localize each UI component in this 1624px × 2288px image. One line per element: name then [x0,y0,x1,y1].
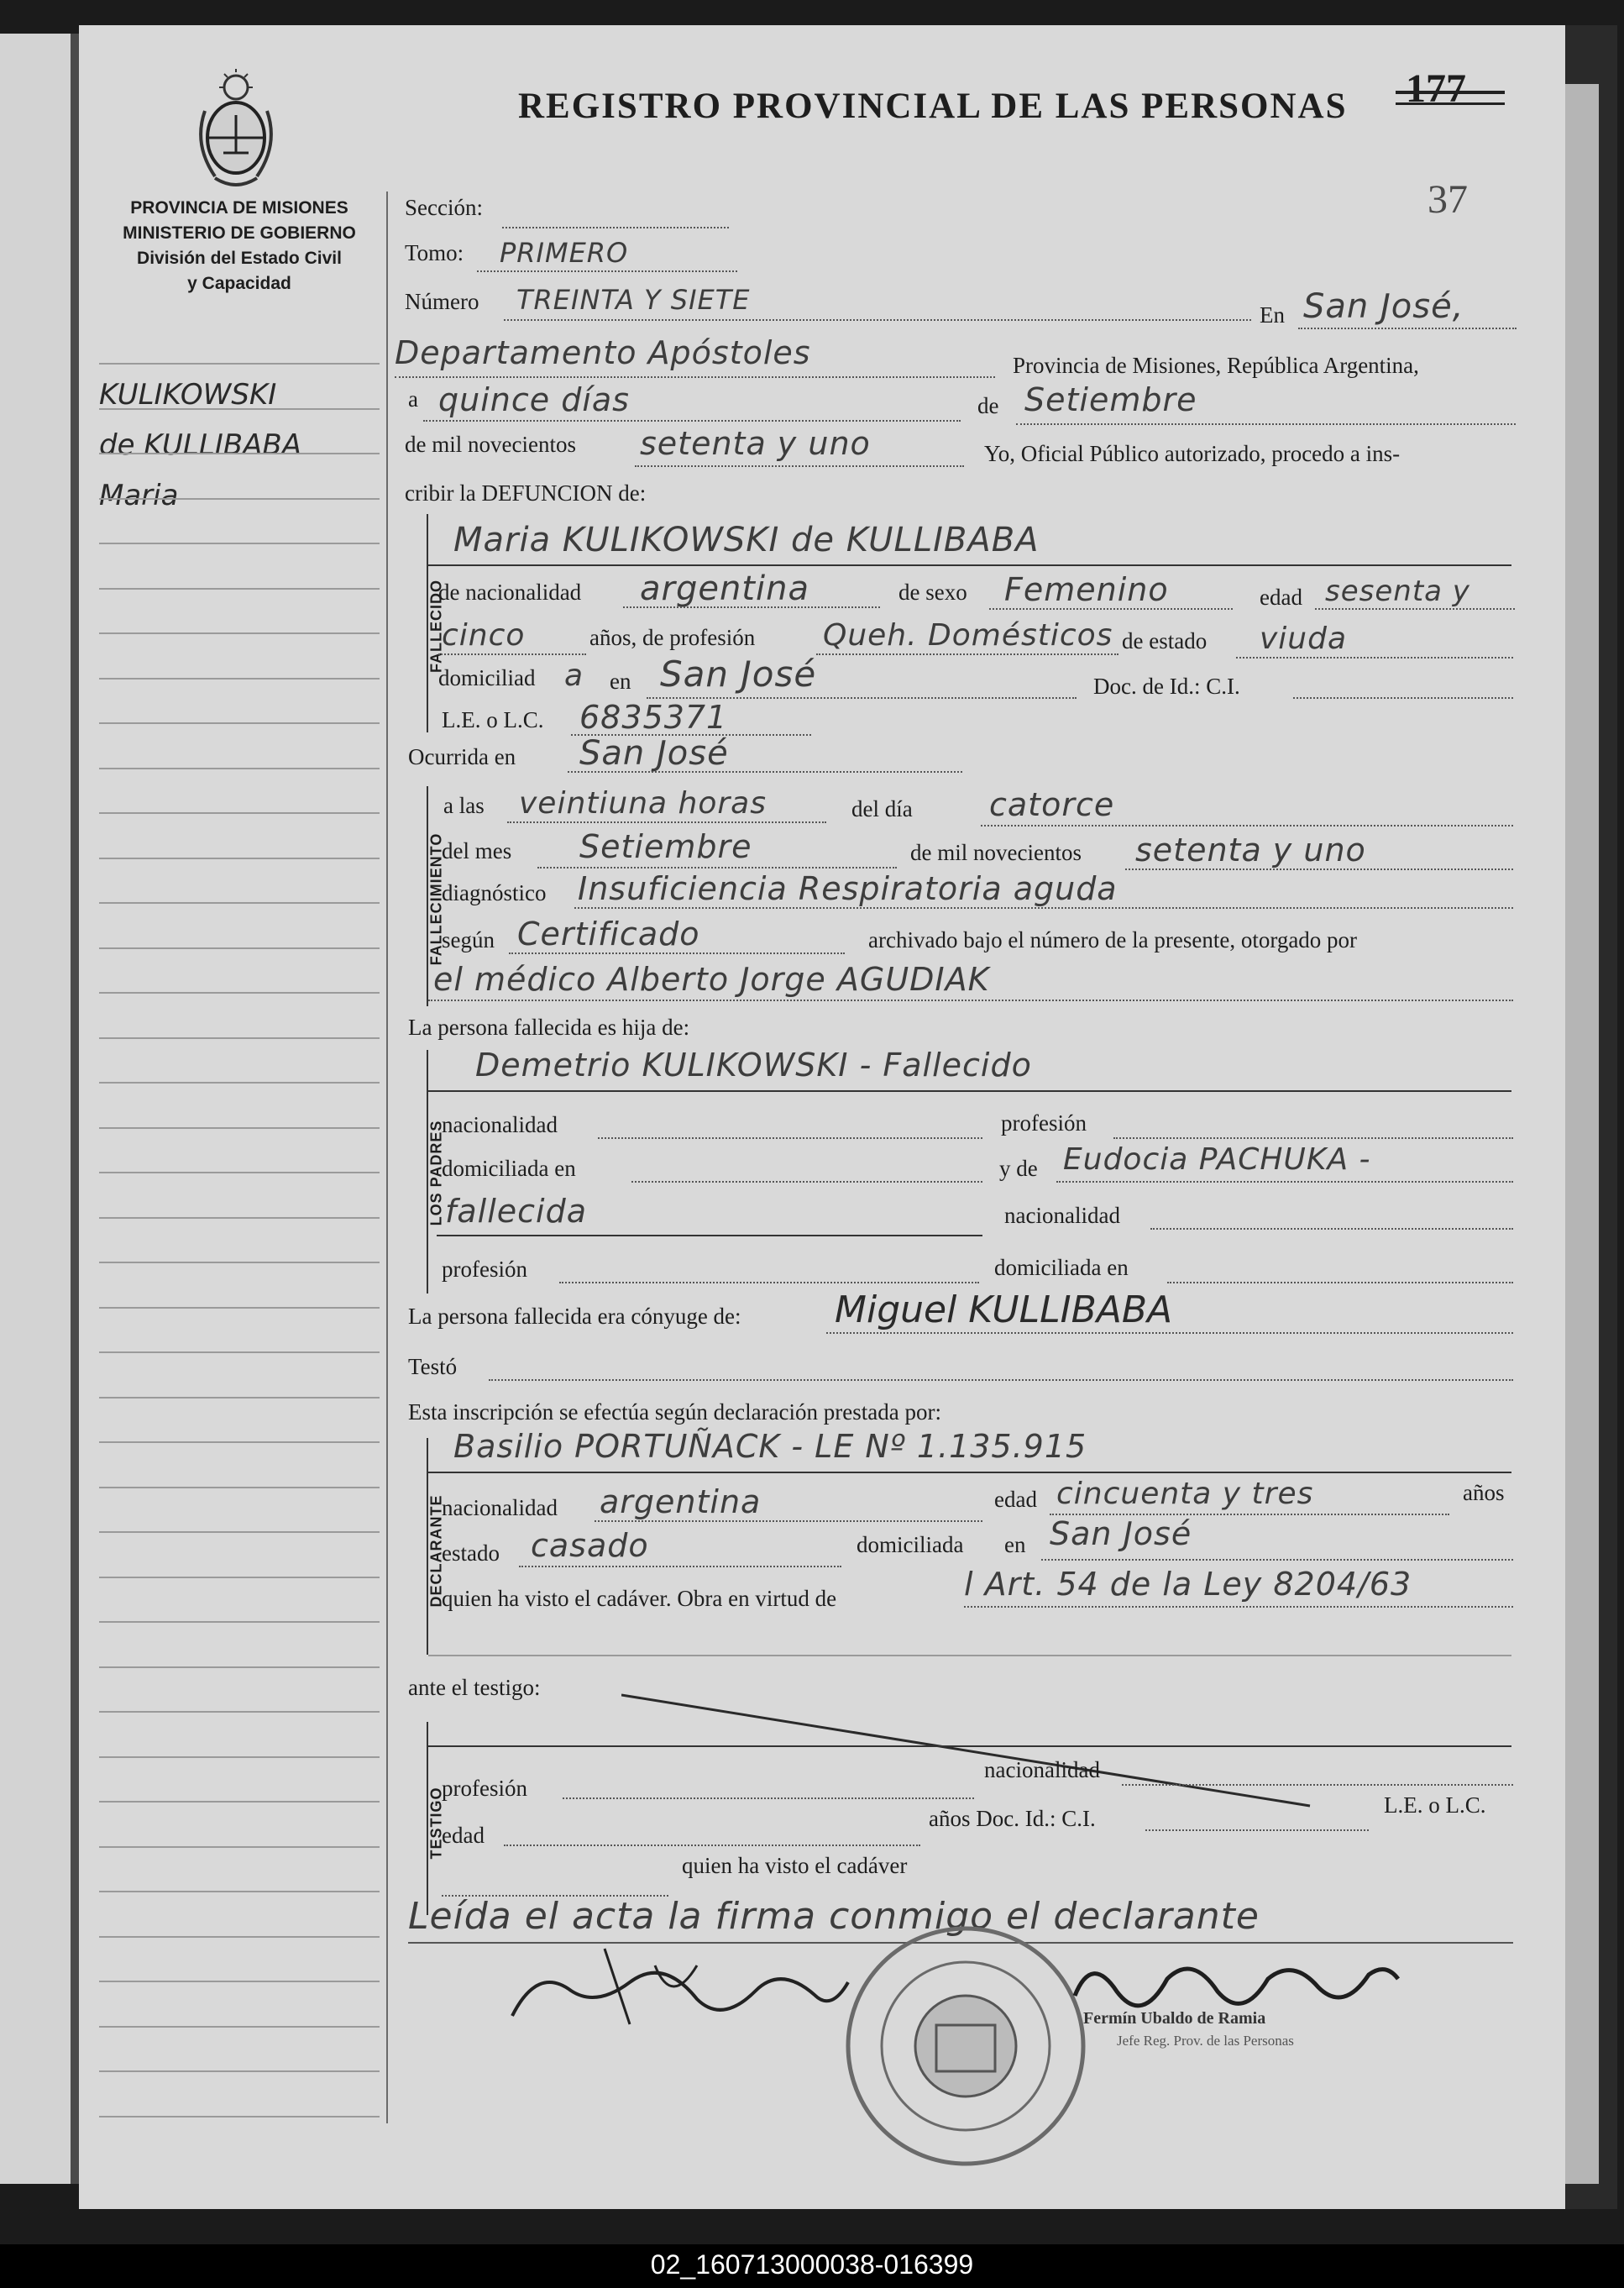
lugar-line [1298,328,1517,329]
lugar-value: San José, [1303,287,1464,326]
padre-profesion-line [1113,1137,1513,1139]
edad-line [1315,608,1515,610]
declarante-intro-label: Esta inscripción se efectúa según declaración prestada por: [408,1399,941,1425]
seccion-line [502,227,729,228]
testigo-edad-label: edad [442,1823,485,1848]
tomo-value: PRIMERO [500,237,629,269]
declarante-domicilio-line [1041,1559,1513,1561]
institution-line: PROVINCIA DE MISIONES [130,198,348,218]
declarante-edad-value: cincuenta y tres [1056,1477,1314,1511]
declarante-en-label: en [1004,1532,1026,1557]
conyuge-value: Miguel KULLIBABA [835,1288,1173,1331]
padres-section-label: LOS PADRES [427,1120,445,1226]
margin-rule [99,408,380,410]
del-mes-label: del mes [442,838,512,863]
struck-number: 177 [1406,66,1466,111]
institution-line: MINISTERIO DE GOBIERNO [123,223,356,243]
margin-rule [99,1217,380,1219]
edad-label: edad [1260,585,1302,610]
segun-value: Certificado [517,916,700,952]
declarante-estado-line [519,1566,841,1567]
anio-line [635,465,964,467]
margin-rule [99,858,380,859]
next-sheet-edge [1565,84,1599,2184]
a-label: a [408,386,418,412]
margin-rule [99,1127,380,1129]
dia-line [423,420,961,422]
conyuge-label: La persona fallecida era cónyuge de: [408,1304,741,1329]
domiciliad-label: domiciliad [438,665,536,690]
dia-fallecimiento-value: catorce [989,786,1115,823]
tomo-line [477,270,737,272]
margin-rule [99,543,380,544]
madre-domiciliada-label: domiciliada en [994,1255,1129,1280]
madre-nacionalidad-label: nacionalidad [1004,1203,1120,1228]
officer-name: Fermín Ubaldo de Ramia [1083,2009,1266,2028]
declarante-bottom-rule [428,1655,1511,1656]
testigo-name-line [428,1745,1511,1747]
margin-rule [99,1891,380,1892]
declarante-estado-label: estado [442,1540,500,1566]
declarante-anios-label: años [1463,1480,1505,1505]
en-label: En [1260,302,1285,328]
margin-rule [99,1487,380,1488]
testigo-le-label: L.E. o L.C. [1384,1792,1486,1818]
edad-value-1: sesenta y [1325,575,1470,608]
testo-line [489,1379,1513,1381]
anio-fallecimiento-line [1125,868,1513,870]
void-strike-line [621,1688,1318,1814]
closing-text: Leída el acta la firma conmigo el declarante [408,1895,1260,1938]
conyuge-line [826,1332,1513,1334]
book-spine [71,34,79,2184]
domiciliad-suffix: a [564,659,584,693]
ocurrida-line [568,771,962,773]
declarante-nacionalidad-label: nacionalidad [442,1495,558,1520]
medico-line [428,1000,1513,1001]
padre-domiciliada-label: domiciliada en [442,1156,576,1181]
departamento-value: Departamento Apóstoles [395,334,811,371]
padre-line [428,1090,1511,1092]
fallecido-section-label: FALLECIDO [427,580,445,673]
seccion-label: Sección: [405,195,483,220]
fallecido-name-line [428,564,1511,566]
padre-profesion-label: profesión [1001,1110,1087,1136]
madre-line-2 [437,1235,982,1236]
page-title: REGISTRO PROVINCIAL DE LAS PERSONAS [518,87,1348,126]
fallecimiento-section-label: FALLECIMIENTO [427,832,445,966]
fallecido-nacionalidad-label: de nacionalidad [438,580,582,605]
mes-fallecimiento-value: Setiembre [579,828,752,865]
madre-profesion-line [559,1282,979,1283]
padres-intro-label: La persona fallecida es hija de: [408,1015,690,1040]
margin-rule [99,992,380,994]
domicilio-value: San José [660,653,817,695]
declarante-domicilio-value: San José [1050,1515,1192,1552]
file-id: 02_160713000038-016399 [650,2249,974,2280]
padre-value: Demetrio KULIKOWSKI - Fallecido [475,1047,1032,1084]
segun-line [509,952,845,954]
margin-rule [99,1756,380,1758]
madre-value: Eudocia PACHUKA - [1063,1142,1371,1177]
institution-line: División del Estado Civil [137,249,342,268]
mes-value: Setiembre [1024,381,1197,418]
margin-divider [386,192,388,2123]
diagnostico-label: diagnóstico [442,880,547,905]
estado-label: de estado [1122,628,1208,653]
officer-title: Jefe Reg. Prov. de las Personas [1117,2033,1294,2049]
numero-line [504,319,1251,321]
virtud-line [964,1606,1513,1608]
declarante-domiciliada-label: domiciliada [857,1532,964,1557]
margin-rule [99,768,380,769]
fallecido-nacionalidad-value: argentina [640,569,809,608]
strike-line [1396,91,1505,94]
departamento-line [395,376,995,378]
anio-value: setenta y uno [640,425,871,462]
tomo-label: Tomo: [405,240,464,265]
madre-profesion-label: profesión [442,1257,527,1282]
strike-line [1396,102,1505,105]
mil-label: de mil novecientos [405,432,576,457]
margin-rule [99,1307,380,1309]
testigo-intro-label: ante el testigo: [408,1675,541,1700]
margin-rule [99,1577,380,1578]
medico-value: el médico Alberto Jorge AGUDIAK [433,961,990,998]
domicilio-en-label: en [610,669,631,694]
margin-rule [99,1936,380,1938]
segun-label: según [442,927,495,952]
margin-rule [99,1621,380,1623]
testigo-nacionalidad-label: nacionalidad [984,1757,1100,1782]
margin-surname: KULIKOWSKI [99,378,277,412]
margin-rule [99,902,380,904]
testigo-anios-doc-label: años Doc. Id.: C.I. [929,1806,1096,1831]
margin-rule [99,947,380,949]
margin-rule [99,1441,380,1443]
madre-value-2: fallecida [445,1193,588,1230]
margin-rule [99,632,380,634]
margin-rule [99,1082,380,1084]
profesion-value: Queh. Domésticos [823,618,1113,653]
margin-married-name: de KULLIBABA [99,428,301,462]
dia-value: quince días [438,381,630,418]
a-las-label: a las [443,793,485,818]
margin-rule [99,1351,380,1353]
edad-line-2 [438,653,586,655]
numero-label: Número [405,289,479,314]
archivado-label: archivado bajo el número de la presente, otorgado por [868,927,1358,952]
margin-rule [99,1846,380,1848]
margin-rule [99,1666,380,1668]
estado-value: viuda [1260,622,1348,656]
declarante-nacionalidad-value: argentina [600,1483,762,1520]
testigo-edad-line [504,1845,920,1846]
declarante-name-line [428,1472,1511,1473]
provincia-label: Provincia de Misiones, República Argentina, [1013,353,1419,378]
ocurrida-value: San José [579,734,729,773]
declarante-signature [504,1932,857,2041]
margin-rule [99,678,380,680]
margin-rule [99,1262,380,1263]
institution-line: y Capacidad [187,274,291,293]
margin-rule [99,588,380,590]
declarante-nacionalidad-line [595,1520,982,1522]
mes-line [1016,423,1516,425]
anios-profesion-label: años, de profesión [589,625,756,650]
le-value: 6835371 [579,699,728,736]
margin-rule [99,453,380,454]
mil-fallecimiento-label: de mil novecientos [910,840,1082,865]
virtud-value: l Art. 54 de la Ley 8204/63 [964,1566,1412,1603]
dia-fallecimiento-line [981,825,1513,827]
hora-value: veintiuna horas [519,786,767,821]
sexo-value: Femenino [1004,571,1169,608]
testo-label: Testó [408,1354,458,1379]
estado-line [1236,657,1513,659]
sexo-label: de sexo [898,580,967,605]
declarante-name-value: Basilio PORTUÑACK - LE Nº 1.135.915 [453,1428,1087,1465]
margin-rule [99,1981,380,1982]
ocurrida-label: Ocurrida en [408,744,516,769]
act-number: 37 [1428,177,1468,222]
margin-rule [99,2116,380,2117]
testigo-doc-line [1145,1829,1369,1831]
y-de-label: y de [999,1156,1038,1181]
madre-line [1056,1181,1513,1183]
margin-rule [99,1801,380,1803]
declarante-section-label: DECLARANTE [427,1494,445,1608]
numero-value: TREINTA Y SIETE [516,284,751,316]
margin-rule [99,363,380,365]
padre-nacionalidad-line [598,1137,982,1139]
edad-value-2: cinco [442,618,526,653]
previous-page-edge [0,34,72,2184]
margin-rule [99,1531,380,1533]
mes-fallecimiento-line [537,867,897,868]
testigo-profesion-line [563,1797,974,1799]
quien-label: quien ha visto el cadáver. Obra en virtud de [442,1586,837,1611]
oficial-label: Yo, Oficial Público autorizado, procedo a ins- [984,441,1401,466]
margin-rule [99,1172,380,1173]
coat-of-arms-icon [190,69,282,195]
le-label: L.E. o L.C. [442,707,544,732]
de-label: de [977,393,999,418]
institution-block [101,196,378,296]
diagnostico-value: Insuficiencia Respiratoria aguda [578,870,1118,907]
margin-rule [99,722,380,724]
margin-rule [99,498,380,500]
madre-domiciliada-line [1167,1282,1513,1283]
testigo-quien-label: quien ha visto el cadáver [682,1853,908,1878]
fallecido-name-value: Maria KULIKOWSKI de KULLIBABA [453,521,1040,559]
madre-nacionalidad-line [1150,1228,1513,1230]
padre-domiciliada-line [631,1181,982,1183]
testigo-nacionalidad-line [1122,1784,1513,1786]
margin-rule [99,1037,380,1039]
testigo-profesion-label: profesión [442,1776,527,1801]
padre-nacionalidad-label: nacionalidad [442,1112,558,1137]
official-seal-stamp [840,1920,1092,2172]
declarante-estado-value: casado [531,1527,649,1564]
margin-rule [99,1397,380,1399]
margin-rule [99,1711,380,1713]
profesion-line [816,653,1118,655]
diagnostico-line [574,907,1513,909]
hora-line [507,821,826,823]
sexo-line [989,608,1233,610]
doc-line [1293,697,1513,699]
margin-rule [99,2026,380,2028]
inscribir-label: cribir la DEFUNCION de: [405,480,647,506]
declarante-edad-label: edad [994,1487,1037,1512]
anio-fallecimiento-value: setenta y uno [1135,832,1366,868]
doc-label: Doc. de Id.: C.I. [1093,674,1240,699]
margin-rule [99,2070,380,2072]
del-dia-label: del día [851,796,913,821]
testigo-section-label: TESTIGO [427,1787,445,1860]
fallecido-nacionalidad-line [623,606,880,608]
margin-given-name: Maria [99,479,179,512]
margin-rule [99,812,380,814]
